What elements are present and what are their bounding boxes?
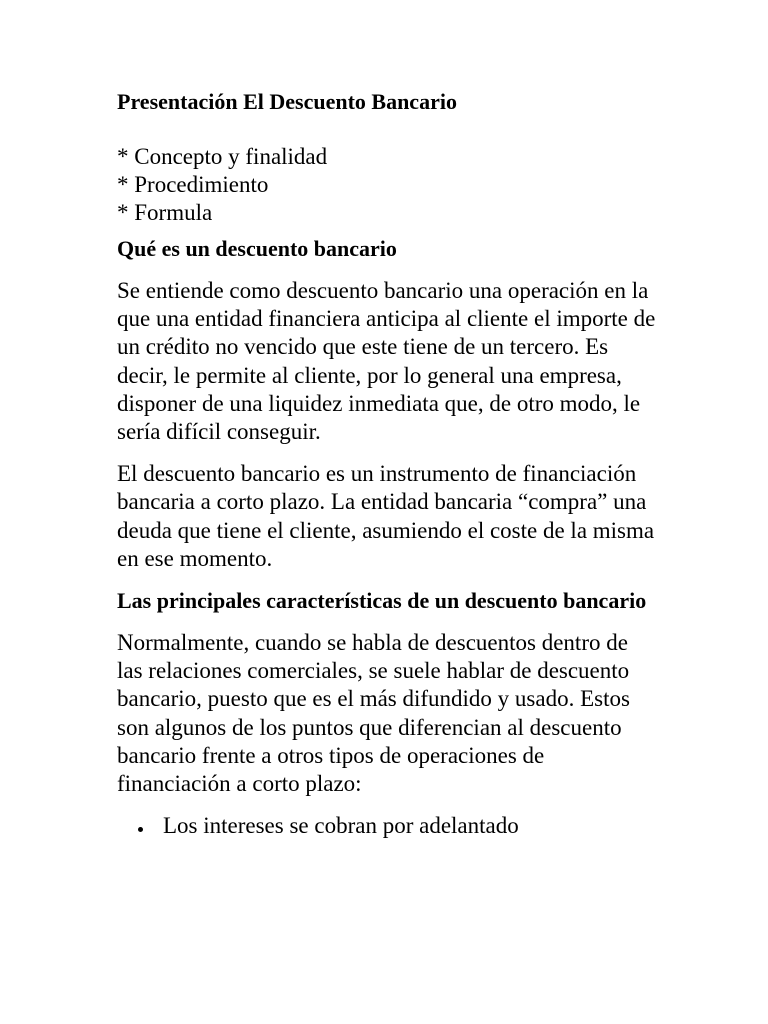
outline-item: * Concepto y finalidad [117, 144, 328, 169]
list-item-text: Los intereses se cobran por adelantado [163, 813, 519, 839]
paragraph: El descuento bancario es un instrumento de financiación bancaria a corto plazo. La entidad bancaria “compra” una deuda que tiene el cliente, asumiendo el coste de la misma en ese momento. [117, 461, 655, 571]
bullet-dot-icon [138, 827, 143, 832]
outline-item: * Formula [117, 200, 213, 225]
document-title: Presentación El Descuento Bancario [117, 89, 457, 114]
bullet-list [117, 812, 657, 840]
document-page [117, 88, 657, 840]
outline-list [117, 143, 657, 227]
section-heading: Las principales características de un descuento bancario [117, 588, 647, 614]
outline-item: * Procedimiento [117, 172, 269, 197]
list-item [117, 812, 657, 840]
paragraph: Se entiende como descuento bancario una operación en la que una entidad financiera anticipa al cliente el importe de un crédito no vencido que este tiene de un tercero. Es decir, le permite al cliente, por lo general una empresa, disponer de una liquidez inmediata que, de otro modo, le sería difícil conseguir. [117, 278, 656, 445]
paragraph: Normalmente, cuando se habla de descuentos dentro de las relaciones comerciales, se suele hablar de descuento bancario, puesto que es el más difundido y usado. Estos son algunos de los puntos que diferencian al descuento bancario frente a otros tipos de operaciones de financiación a corto plazo: [117, 630, 630, 797]
section-heading: Qué es un descuento bancario [117, 236, 397, 261]
